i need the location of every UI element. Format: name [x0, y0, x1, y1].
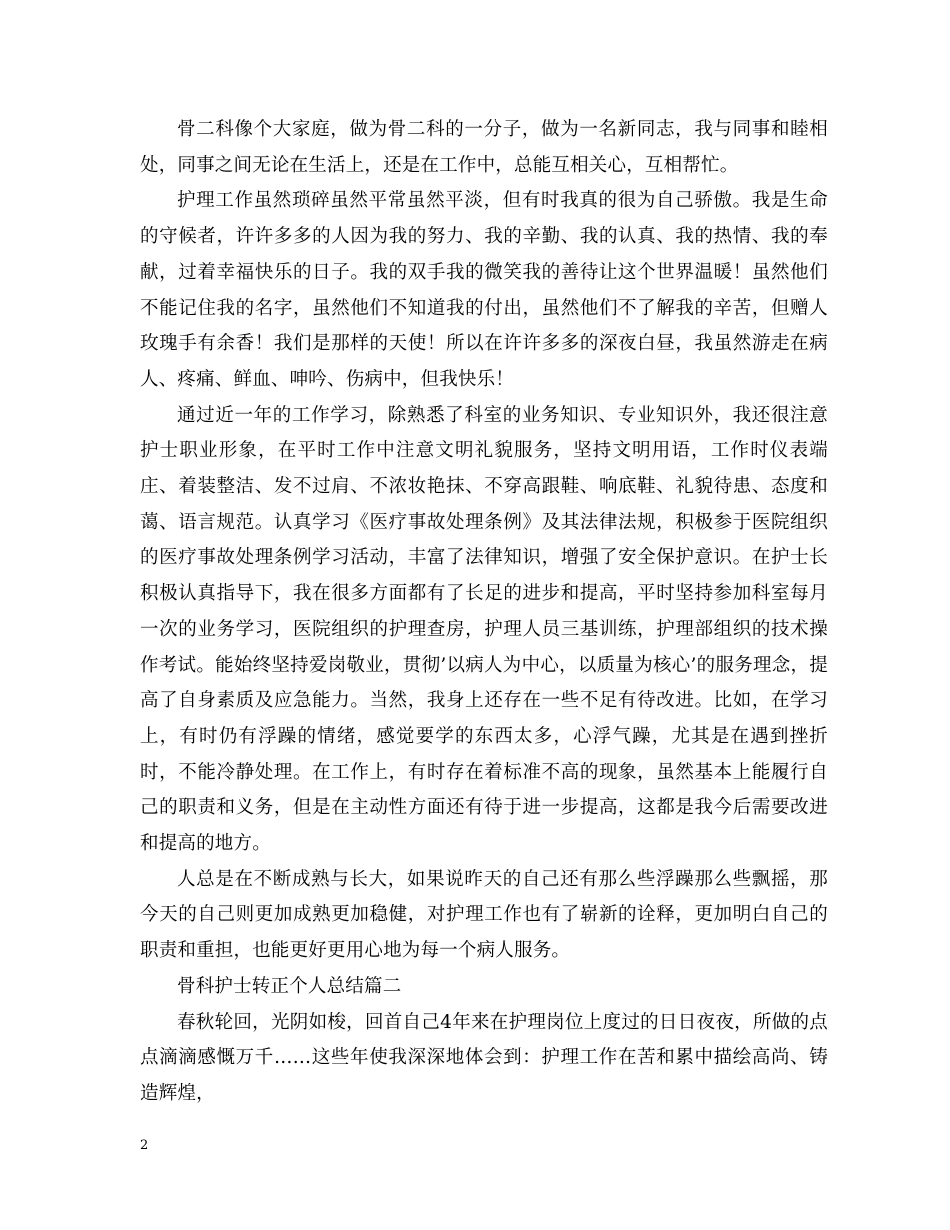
paragraph-nursing-pride: 护理工作虽然琐碎虽然平常虽然平淡，但有时我真的很为自己骄傲。我是生命的守候者，许许多多的人因为我的努力、我的辛勤、我的认真、我的热情、我的奉献，过着幸福快乐的日子。我的双手我的微笑我的善待让这个世界温暖！虽然他们不能记住我的名字，虽然他们不知道我的付出，虽然他们不了解我的辛苦，但赠人玫瑰手有余香！我们是那样的天使！所以在许许多多的深夜白昼，我虽然游走在病人、疼痛、鲜血、呻吟、伤病中，但我快乐！	[140, 190, 828, 390]
paragraph-work-study: 通过近一年的工作学习，除熟悉了科室的业务知识、专业知识外，我还很注意护士职业形象，在平时工作中注意文明礼貌服务，坚持文明用语，工作时仪表端庄、着装整洁、发不过肩、不浓妆艳抹、不穿高跟鞋、响底鞋、礼貌待患、态度和蔼、语言规范。认真学习《医疗事故处理条例》及其法律法规，积极参于医院组织的医疗事故处理条例学习活动，丰富了法律知识，增强了安全保护意识。在护士长积极认真指导下，我在很多方面都有了长足的进步和提高，平时坚持参加科室每月一次的业务学习，医院组织的护理查房，护理人员三基训练，护理部组织的技术操作考试。能始终坚持爱岗敬业，贯彻’以病人为中心，以质量为核心’的服务理念，提高了自身素质及应急能力。当然，我身上还存在一些不足有待改进。比如，在学习上，有时仍有浮躁的情绪，感觉要学的东西太多，心浮气躁，尤其是在遇到挫折时，不能冷静处理。在工作上，有时存在着标准不高的现象，虽然基本上能履行自己的职责和义务，但是在主动性方面还有待于进一步提高，这都是我今后需要改进和提高的地方。	[140, 404, 828, 855]
document-body	[140, 112, 828, 1112]
paragraph-seasons: 春秋轮回，光阴如梭，回首自己4年来在护理岗位上度过的日日夜夜，所做的点点滴滴感慨万千……这些年使我深深地体会到：护理工作在苦和累中描绘高尚、铸造辉煌，	[140, 1011, 828, 1104]
paragraph-team-family: 骨二科像个大家庭，做为骨二科的一分子，做为一名新同志，我与同事和睦相处，同事之间无论在生活上，还是在工作中，总能互相关心，互相帮忙。	[140, 119, 828, 176]
page-number: 2	[140, 1138, 149, 1153]
section-heading: 骨科护士转正个人总结篇二	[177, 975, 402, 997]
paragraph-maturity: 人总是在不断成熟与长大，如果说昨天的自己还有那么些浮躁那么些飘摇，那今天的自己则更加成熟更加稳健，对护理工作也有了崭新的诠释，更加明白自己的职责和重担，也能更好更用心地为每一个病人服务。	[140, 868, 828, 962]
